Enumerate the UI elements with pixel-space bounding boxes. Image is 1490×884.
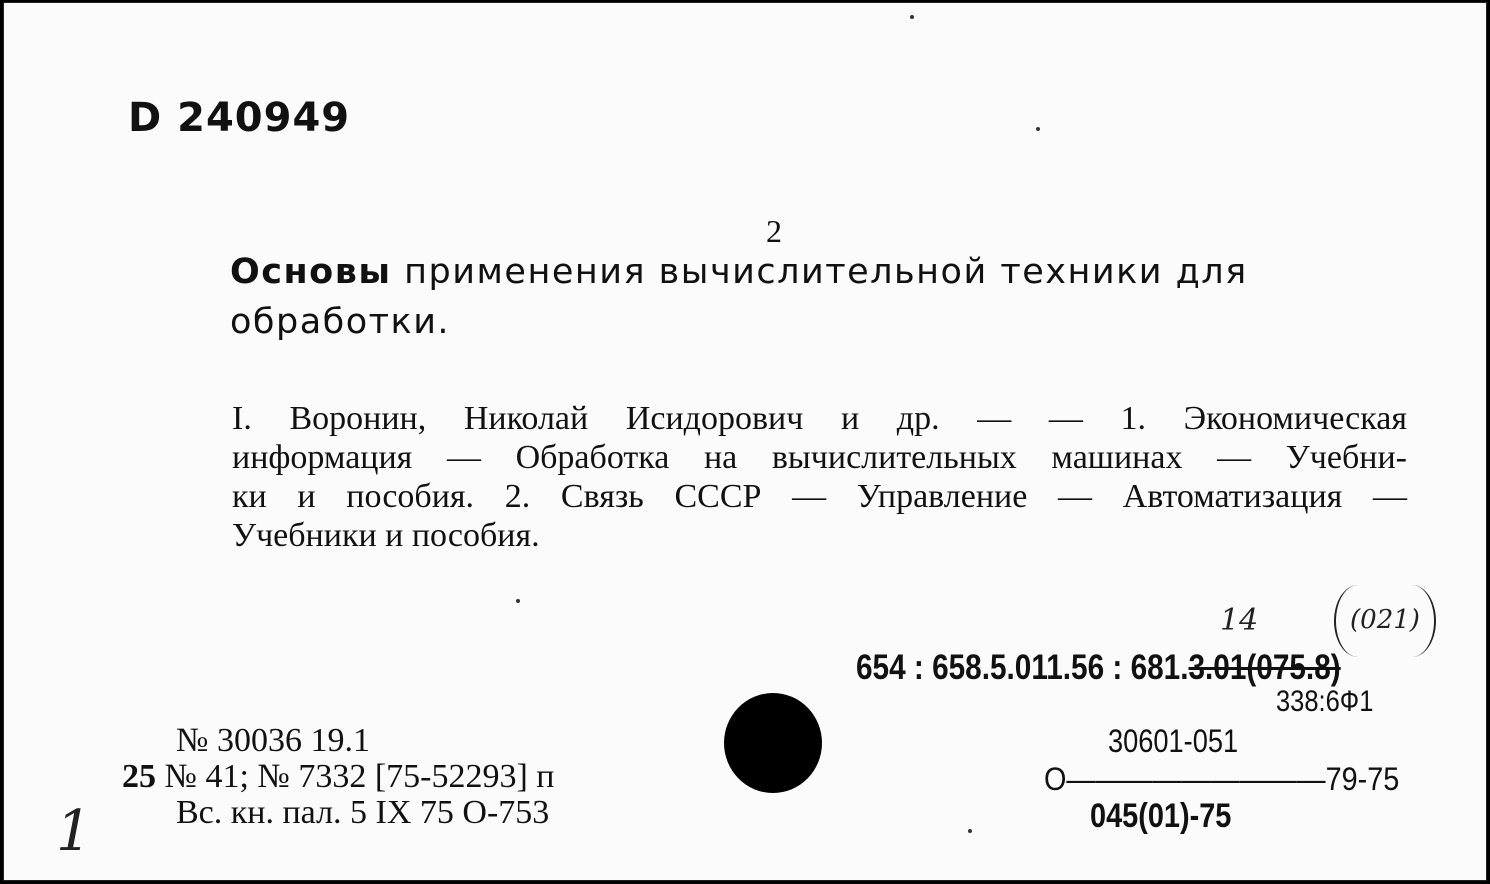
speck xyxy=(1036,127,1040,131)
registration-bold: 25 xyxy=(122,758,156,795)
speck xyxy=(516,599,520,603)
card-code: D 240949 xyxy=(128,95,351,141)
book-chamber-line: Вс. кн. пал. 5 IX 75 О-753 xyxy=(176,794,550,831)
udc-main: 654 : 658.5.011.56 : 681. xyxy=(856,648,1189,687)
handwritten-number: 1 xyxy=(56,799,92,864)
order-number: № 30036 19.1 xyxy=(176,722,370,759)
bbk-index: 338:6Ф1 xyxy=(1276,685,1374,718)
speck xyxy=(910,15,914,19)
price-code-top: 30601-051 xyxy=(1108,723,1239,759)
udc-struck: 3.01(075.8) xyxy=(1188,648,1341,687)
title-bold-word: Основы xyxy=(230,252,392,292)
subject-line: Учебники и пособия. xyxy=(232,517,540,554)
subject-line: информация — Обработка на вычислительных машинах — Учебни- xyxy=(232,439,1407,476)
price-code-bottom: 045(01)-75 xyxy=(1090,797,1232,835)
punch-hole xyxy=(724,693,822,793)
subject-headings xyxy=(232,399,1407,555)
udc-index xyxy=(856,648,1341,688)
handwritten-bracket-note: (021) xyxy=(1334,585,1436,657)
page-number: 2 xyxy=(766,213,782,249)
subject-line: ки и пособия. 2. Связь СССР — Управление — Автоматизация — xyxy=(232,478,1407,515)
subject-line: I. Воронин, Николай Исидорович и др. — — 1. Экономическая xyxy=(232,400,1407,437)
handwritten-note-14: 14 xyxy=(1220,603,1259,638)
price-code-line: О—————————79-75 xyxy=(1044,761,1400,797)
speck xyxy=(968,829,972,833)
registration-line xyxy=(122,758,555,796)
catalog-card xyxy=(3,2,1487,881)
title-rest: применения вычислительной техники для обработки. xyxy=(230,252,1248,342)
book-title xyxy=(230,247,1410,347)
registration-rest: № 41; № 7332 [75-52293] п xyxy=(156,758,555,795)
